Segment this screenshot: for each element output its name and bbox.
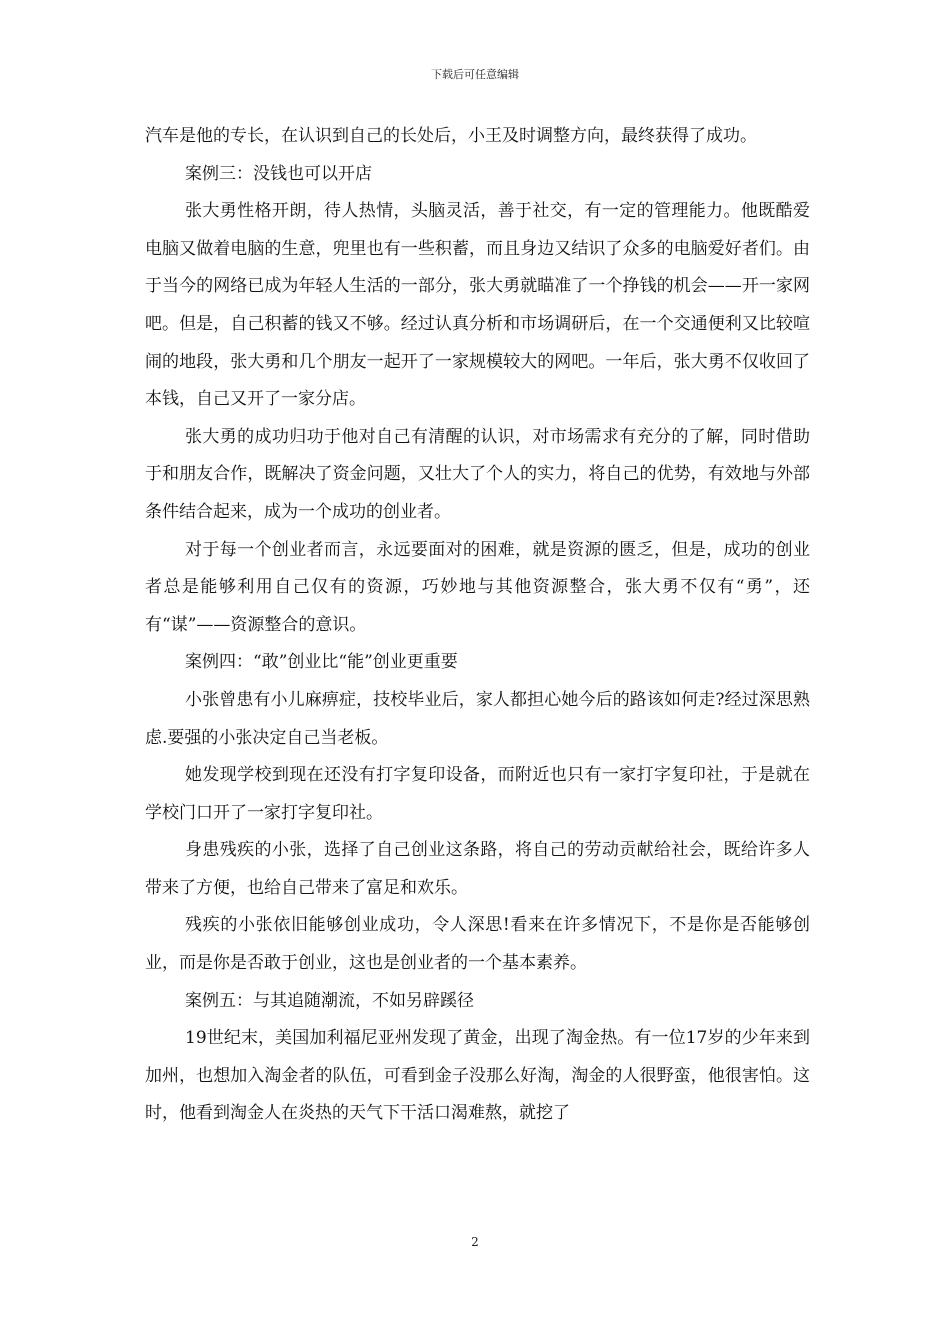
- paragraph: 身患残疾的小张，选择了自己创业这条路，将自己的劳动贡献给社会，既给许多人带来了方便，也给自己带来了富足和欢乐。: [145, 840, 810, 898]
- paragraph: 张大勇的成功归功于他对自己有清醒的认识，对市场需求有充分的了解，同时借助于和朋友合作，既解决了资金问题，又壮大了个人的实力，将自己的优势，有效地与外部条件结合起来，成为一个成功的创业者。: [145, 426, 810, 522]
- case-heading: 案例五：与其追随潮流，不如另辟蹊径: [185, 990, 474, 1011]
- paragraph: 汽车是他的专长，在认识到自己的长处后，小王及时调整方向，最终获得了成功。: [145, 126, 757, 146]
- paragraph: 张大勇性格开朗，待人热情，头脑灵活，善于社交，有一定的管理能力。他既酷爱电脑又做着电脑的生意，兜里也有一些积蓄，而且身边又结识了众多的电脑爱好者们。由于当今的网络已成为年轻人生活的一部分，张大勇就瞄准了一个挣钱的机会——开一家网吧。但是，自己积蓄的钱又不够。经过认真分析和市场调研后，在一个交通便利又比较喧闹的地段，张大勇和几个朋友一起开了一家规模较大的网吧。一年后，张大勇不仅收回了本钱，自己又开了一家分店。: [145, 201, 810, 410]
- paragraph: 她发现学校到现在还没有打字复印设备，而附近也只有一家打字复印社，于是就在学校门口开了一家打字复印社。: [145, 765, 810, 823]
- paragraph: 残疾的小张依旧能够创业成功，令人深思!看来在许多情况下，不是你是否能够创业，而是你是否敢于创业，这也是创业者的一个基本素养。: [145, 915, 810, 974]
- document-body: [145, 118, 810, 1133]
- case-heading: 案例三：没钱也可以开店: [185, 163, 372, 184]
- case-heading: 案例四：“敢”创业比“能”创业更重要: [185, 652, 458, 673]
- page-header: 下载后可任意编辑: [431, 68, 519, 81]
- paragraph: 对于每一个创业者而言，永远要面对的困难，就是资源的匮乏，但是，成功的创业者总是能够利用自己仅有的资源，巧妙地与其他资源整合，张大勇不仅有“勇”，还有“谋”——资源整合的意识。: [145, 539, 810, 635]
- paragraph: 19世纪末，美国加利福尼亚州发现了黄金，出现了淘金热。有一位17岁的少年来到加州，也想加入淘金者的队伍，可看到金子没那么好淘，淘金的人很野蛮，他很害怕。这时，他看到淘金人在炎热的天气下干活口渴难熬，就挖了: [145, 1028, 810, 1124]
- page-number: 2: [471, 1235, 479, 1249]
- paragraph: 小张曾患有小儿麻痹症，技校毕业后，家人都担心她今后的路该如何走?经过深思熟虑.要强的小张决定自己当老板。: [145, 689, 810, 748]
